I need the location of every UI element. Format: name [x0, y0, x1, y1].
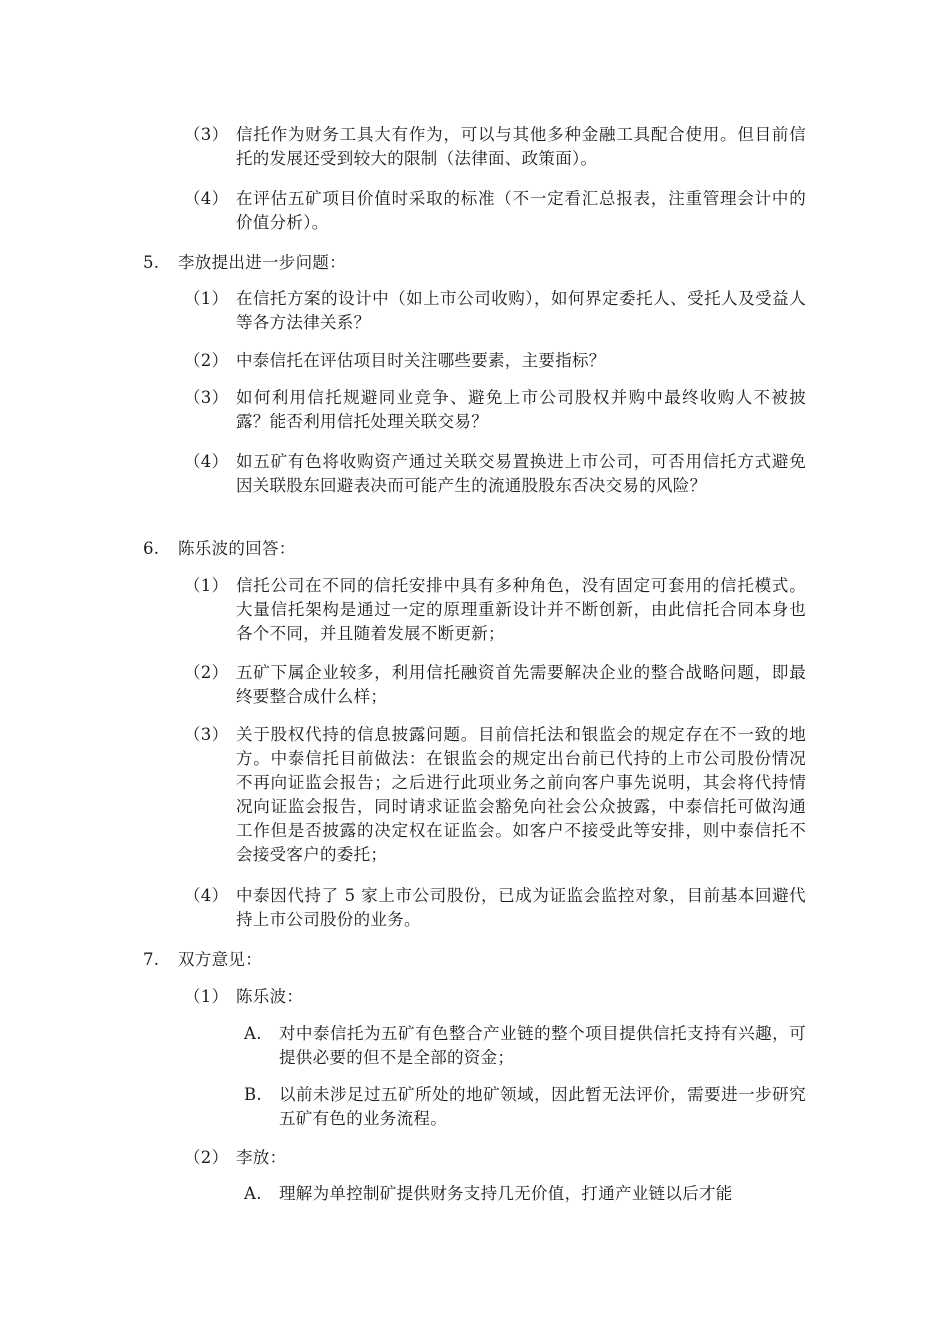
list-item — [184, 661, 806, 709]
list-item — [184, 1146, 806, 1170]
section-item — [143, 537, 806, 561]
item-text: 中泰信托在评估项目时关注哪些要素，主要指标？ — [236, 351, 606, 370]
item-text: 信托公司在不同的信托安排中具有多种角色，没有固定可套用的信托模式。大量信托架构是通过一定的原理重新设计并不断创新，由此信托合同本身也各个不同，并且随着发展不断更新； — [236, 576, 806, 643]
list-item — [184, 450, 806, 498]
item-marker: （1） — [184, 987, 229, 1006]
item-letter: A. — [244, 1024, 262, 1043]
item-text: 理解为单控制矿提供财务支持几无价值，打通产业链以后才能 — [279, 1184, 733, 1203]
sub-list-item — [244, 1083, 806, 1131]
item-text: 在评估五矿项目价值时采取的标准（不一定看汇总报表，注重管理会计中的价值分析）。 — [236, 189, 806, 232]
item-letter: A. — [244, 1184, 262, 1203]
item-text: 中泰因代持了 5 家上市公司股份，已成为证监会监控对象，目前基本回避代持上市公司股份的业务。 — [236, 886, 806, 929]
item-marker: （2） — [184, 351, 229, 370]
item-marker: （3） — [184, 725, 229, 744]
item-text: 关于股权代持的信息披露问题。目前信托法和银监会的规定存在不一致的地方。中泰信托目前做法：在银监会的规定出台前已代持的上市公司股份情况不再向证监会报告；之后进行此项业务之前向客户事先说明，其会将代持情况向证监会报告，同时请求证监会豁免向社会公众披露，中泰信托可做沟通工作但是否披露的决定权在证监会。如客户不接受此等安排，则中泰信托不会接受客户的委托； — [236, 725, 806, 864]
section-number: 5. — [143, 253, 160, 272]
list-item — [184, 349, 806, 373]
item-text: 陈乐波： — [236, 987, 304, 1006]
section-number: 7. — [143, 950, 160, 969]
item-marker: （4） — [184, 886, 229, 905]
item-marker: （4） — [184, 189, 229, 208]
list-item — [184, 884, 806, 932]
section-number: 6. — [143, 539, 160, 558]
list-item — [184, 123, 806, 171]
item-marker: （3） — [184, 388, 229, 407]
item-marker: （3） — [184, 125, 229, 144]
item-text: 以前未涉足过五矿所处的地矿领域，因此暂无法评价，需要进一步研究五矿有色的业务流程。 — [279, 1085, 806, 1128]
list-item — [184, 723, 806, 867]
item-marker: （1） — [184, 289, 229, 308]
section-heading: 双方意见： — [178, 950, 262, 969]
item-text: 李放： — [236, 1148, 287, 1167]
list-item — [184, 386, 806, 434]
item-text: 信托作为财务工具大有作为，可以与其他多种金融工具配合使用。但目前信托的发展还受到较大的限制（法律面、政策面）。 — [236, 125, 806, 168]
list-item — [184, 985, 806, 1009]
list-item — [184, 574, 806, 646]
list-item — [184, 287, 806, 335]
section-heading: 陈乐波的回答： — [178, 539, 296, 558]
item-marker: （2） — [184, 1148, 229, 1167]
item-text: 如五矿有色将收购资产通过关联交易置换进上市公司，可否用信托方式避免因关联股东回避表决而可能产生的流通股股东否决交易的风险？ — [236, 452, 806, 495]
section-item — [143, 948, 806, 972]
section-heading: 李放提出进一步问题： — [178, 253, 346, 272]
item-letter: B. — [244, 1085, 262, 1104]
sub-list-item — [244, 1022, 806, 1070]
item-text: 五矿下属企业较多，利用信托融资首先需要解决企业的整合战略问题，即最终要整合成什么样； — [236, 663, 806, 706]
item-marker: （2） — [184, 663, 229, 682]
section-item — [143, 251, 806, 275]
item-text: 在信托方案的设计中（如上市公司收购），如何界定委托人、受托人及受益人等各方法律关系？ — [236, 289, 806, 332]
item-text: 如何利用信托规避同业竞争、避免上市公司股权并购中最终收购人不被披露？能否利用信托处理关联交易？ — [236, 388, 806, 431]
sub-list-item — [244, 1182, 806, 1206]
item-marker: （1） — [184, 576, 229, 595]
item-marker: （4） — [184, 452, 229, 471]
item-text: 对中泰信托为五矿有色整合产业链的整个项目提供信托支持有兴趣，可提供必要的但不是全部的资金； — [279, 1024, 806, 1067]
list-item — [184, 187, 806, 235]
